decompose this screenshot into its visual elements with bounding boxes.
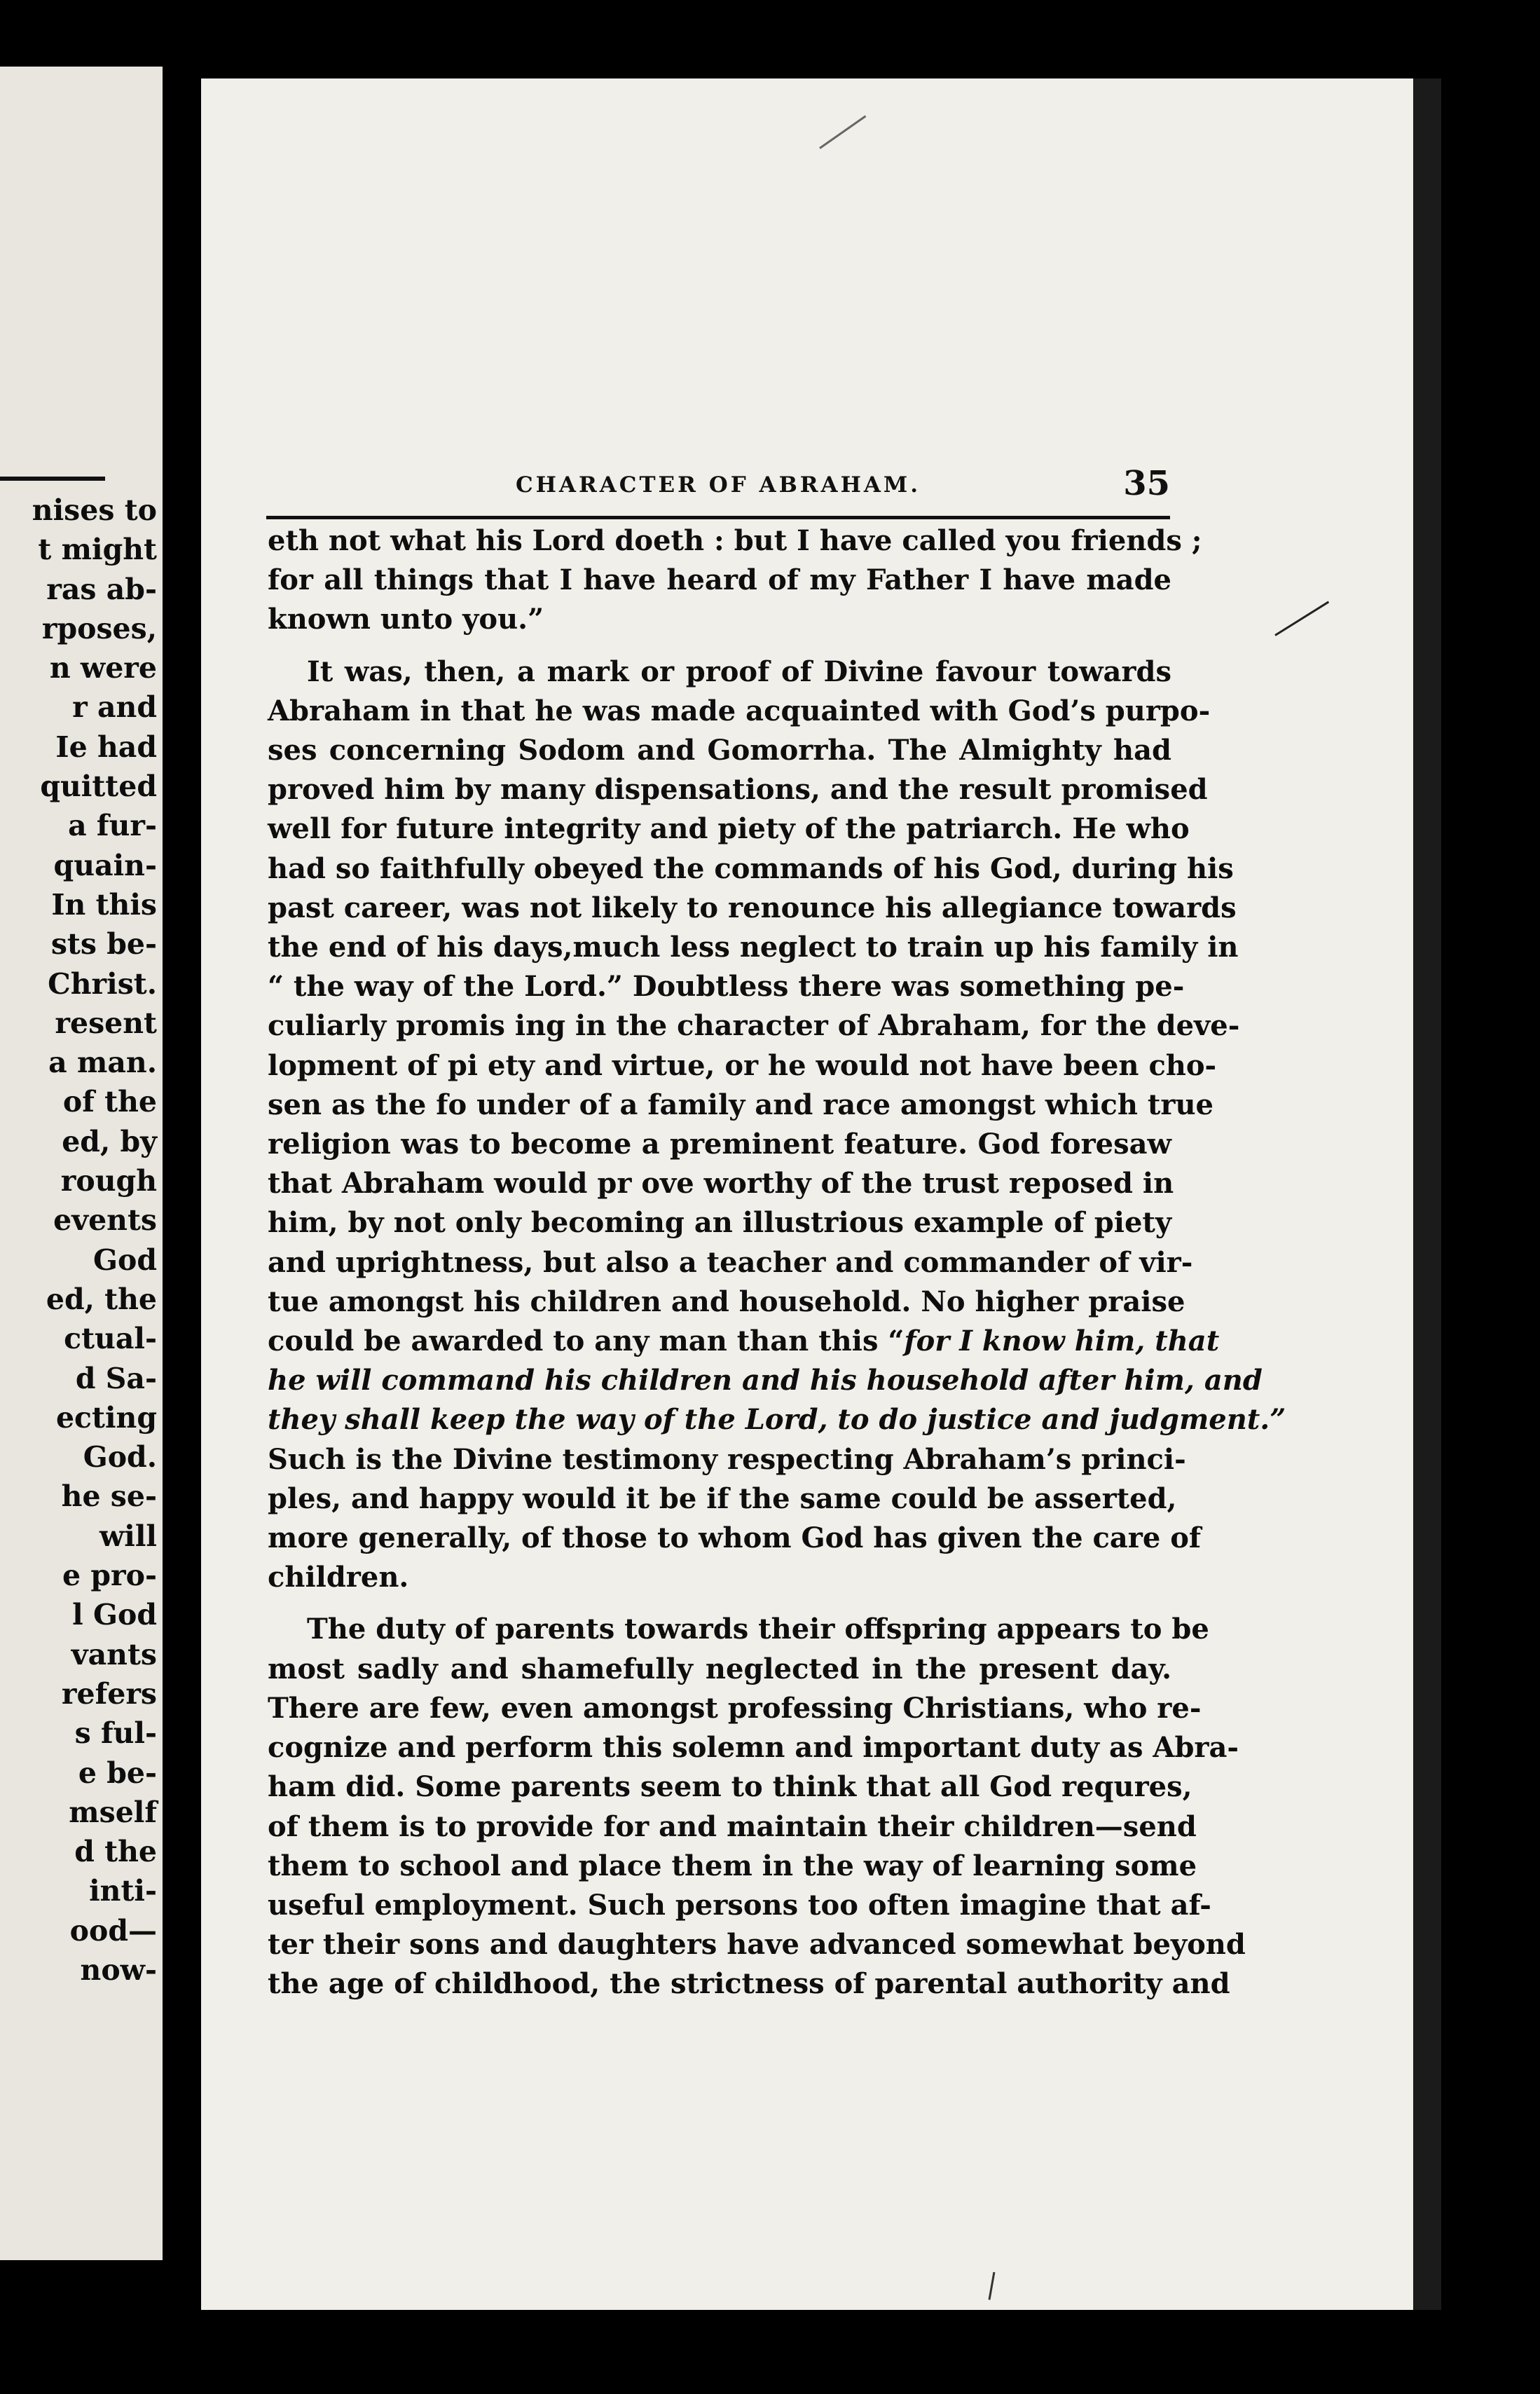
facing-page-line: t might — [38, 533, 157, 567]
running-title: CHARACTER OF ABRAHAM. — [515, 472, 921, 498]
facing-page-line: s ful- — [74, 1716, 157, 1751]
book-gutter — [163, 0, 201, 2394]
facing-page — [0, 67, 163, 2260]
text-line: ter their sons and daughters have advanced somewhat beyond — [268, 1928, 1246, 1962]
text-line-with-quote — [268, 1322, 1220, 1361]
facing-page-line: quain- — [53, 848, 157, 882]
facing-page-line: e be- — [78, 1756, 157, 1790]
facing-page-line: God — [92, 1243, 157, 1277]
text-line: There are few, even amongst professing Christians, who re- — [268, 1691, 1202, 1725]
facing-page-line: d Sa- — [75, 1361, 157, 1395]
facing-page-line: ed, the — [46, 1282, 157, 1316]
text-run: could be awarded to any man than this “ — [268, 1325, 905, 1358]
text-line: ples, and happy would it be if the same could be asserted, — [268, 1482, 1177, 1515]
text-line: culiarly promis ing in the character of Abraham, for the deve- — [268, 1009, 1240, 1043]
page-edge-shadow — [1413, 78, 1441, 2310]
facing-page-line: refers — [61, 1676, 157, 1711]
text-line: most sadly and shamefully neglected in the present day. — [268, 1652, 1171, 1685]
text-line: Such is the Divine testimony respecting Abraham’s princi- — [268, 1442, 1186, 1476]
text-line: tue amongst his children and household. No higher praise — [268, 1285, 1185, 1318]
scripture-quote: for I know him, that — [904, 1325, 1220, 1358]
facing-page-line: ecting — [55, 1400, 157, 1435]
facing-page-text — [3, 491, 157, 1990]
facing-page-line: of the — [62, 1085, 157, 1119]
facing-page-line: Ie had — [55, 730, 157, 764]
facing-page-line: mself — [69, 1795, 157, 1829]
text-line: Abraham in that he was made acquainted with God’s purpo- — [268, 694, 1211, 727]
page-body — [268, 521, 1286, 2004]
facing-page-rule — [0, 477, 105, 481]
facing-page-line: rposes, — [41, 611, 157, 645]
facing-page-line: ras ab- — [46, 572, 157, 606]
facing-page-line: vants — [71, 1637, 157, 1671]
facing-page-line: will — [99, 1519, 157, 1553]
facing-page-line: l God — [72, 1598, 157, 1632]
text-line: known unto you.” — [268, 603, 544, 636]
text-line: ham did. Some parents seem to think that all God requres, — [268, 1770, 1192, 1804]
header-rule — [266, 516, 1170, 519]
text-line: “ the way of the Lord.” Doubtless there was something pe- — [268, 970, 1185, 1004]
scripture-quote-line: they shall keep the way of the Lord, to do justice and judgment.” — [268, 1403, 1286, 1437]
facing-page-line: inti- — [89, 1874, 157, 1908]
text-line: the end of his days,much less neglect to train up his family in — [268, 931, 1239, 964]
text-line: religion was to become a preminent feature. God foresaw — [268, 1128, 1171, 1161]
facing-page-line: God. — [83, 1440, 157, 1475]
facing-page-line: In this — [51, 887, 157, 922]
text-line: had so faithfully obeyed the commands of his God, during his — [268, 851, 1234, 885]
paragraph-3 — [268, 1610, 1246, 2004]
text-line: of them is to provide for and maintain their children—send — [268, 1810, 1197, 1843]
facing-page-line: ctual- — [64, 1322, 157, 1356]
paragraph-1 — [268, 521, 1202, 640]
text-line: for all things that I have heard of my Father I have made — [268, 563, 1171, 597]
text-line: lopment of pi ety and virtue, or he would not have been cho- — [268, 1048, 1217, 1082]
text-line: useful employment. Such persons too often imagine that af- — [268, 1888, 1211, 1922]
facing-page-line: a man. — [48, 1046, 157, 1080]
text-line: him, by not only becoming an illustrious example of piety — [268, 1206, 1172, 1240]
facing-page-line: events — [53, 1203, 157, 1238]
text-line: It was, then, a mark or proof of Divine favour towards — [307, 655, 1171, 688]
facing-page-line: resent — [55, 1006, 157, 1040]
text-line: proved him by many dispensations, and the result promised — [268, 773, 1208, 807]
text-line: past career, was not likely to renounce his allegiance towards — [268, 891, 1237, 924]
text-line: that Abraham would pr ove worthy of the trust reposed in — [268, 1167, 1174, 1201]
facing-page-line: r and — [72, 690, 157, 725]
facing-page-line: Christ. — [48, 966, 157, 1001]
facing-page-line: ood— — [69, 1913, 157, 1948]
facing-page-line: he se- — [61, 1479, 157, 1514]
facing-page-line: n were — [49, 651, 157, 685]
facing-page-line: rough — [60, 1164, 157, 1198]
facing-page-line: e pro- — [62, 1559, 157, 1593]
facing-page-line: now- — [80, 1952, 157, 1987]
text-line: ses concerning Sodom and Gomorrha. The Almighty had — [268, 734, 1171, 767]
text-line: them to school and place them in the way of learning some — [268, 1849, 1197, 1882]
facing-page-line: sts be- — [50, 927, 157, 962]
text-line: children. — [268, 1561, 409, 1594]
page-header — [266, 463, 1170, 512]
text-line: sen as the fo under of a family and race amongst which true — [268, 1088, 1214, 1121]
text-line: cognize and perform this solemn and important duty as Abra- — [268, 1731, 1239, 1765]
facing-page-line: nises to — [32, 493, 157, 527]
facing-page-line: quitted — [40, 769, 157, 804]
page-number: 35 — [1123, 464, 1170, 503]
text-line: and uprightness, but also a teacher and commander of vir- — [268, 1245, 1193, 1279]
facing-page-line: a fur- — [68, 809, 157, 843]
text-line: the age of childhood, the strictness of parental authority and — [268, 1967, 1230, 2001]
scripture-quote-line: he will command his children and his household after him, and — [268, 1364, 1263, 1397]
text-line: more generally, of those to whom God has given the care of — [268, 1521, 1202, 1555]
text-line: eth not what his Lord doeth : but I have called you friends ; — [268, 524, 1202, 557]
paragraph-2 — [268, 652, 1286, 1598]
text-line: well for future integrity and piety of the patriarch. He who — [268, 812, 1190, 846]
text-line: The duty of parents towards their offspring appears to be — [307, 1613, 1209, 1646]
facing-page-line: ed, by — [62, 1124, 157, 1158]
facing-page-line: d the — [74, 1835, 157, 1869]
